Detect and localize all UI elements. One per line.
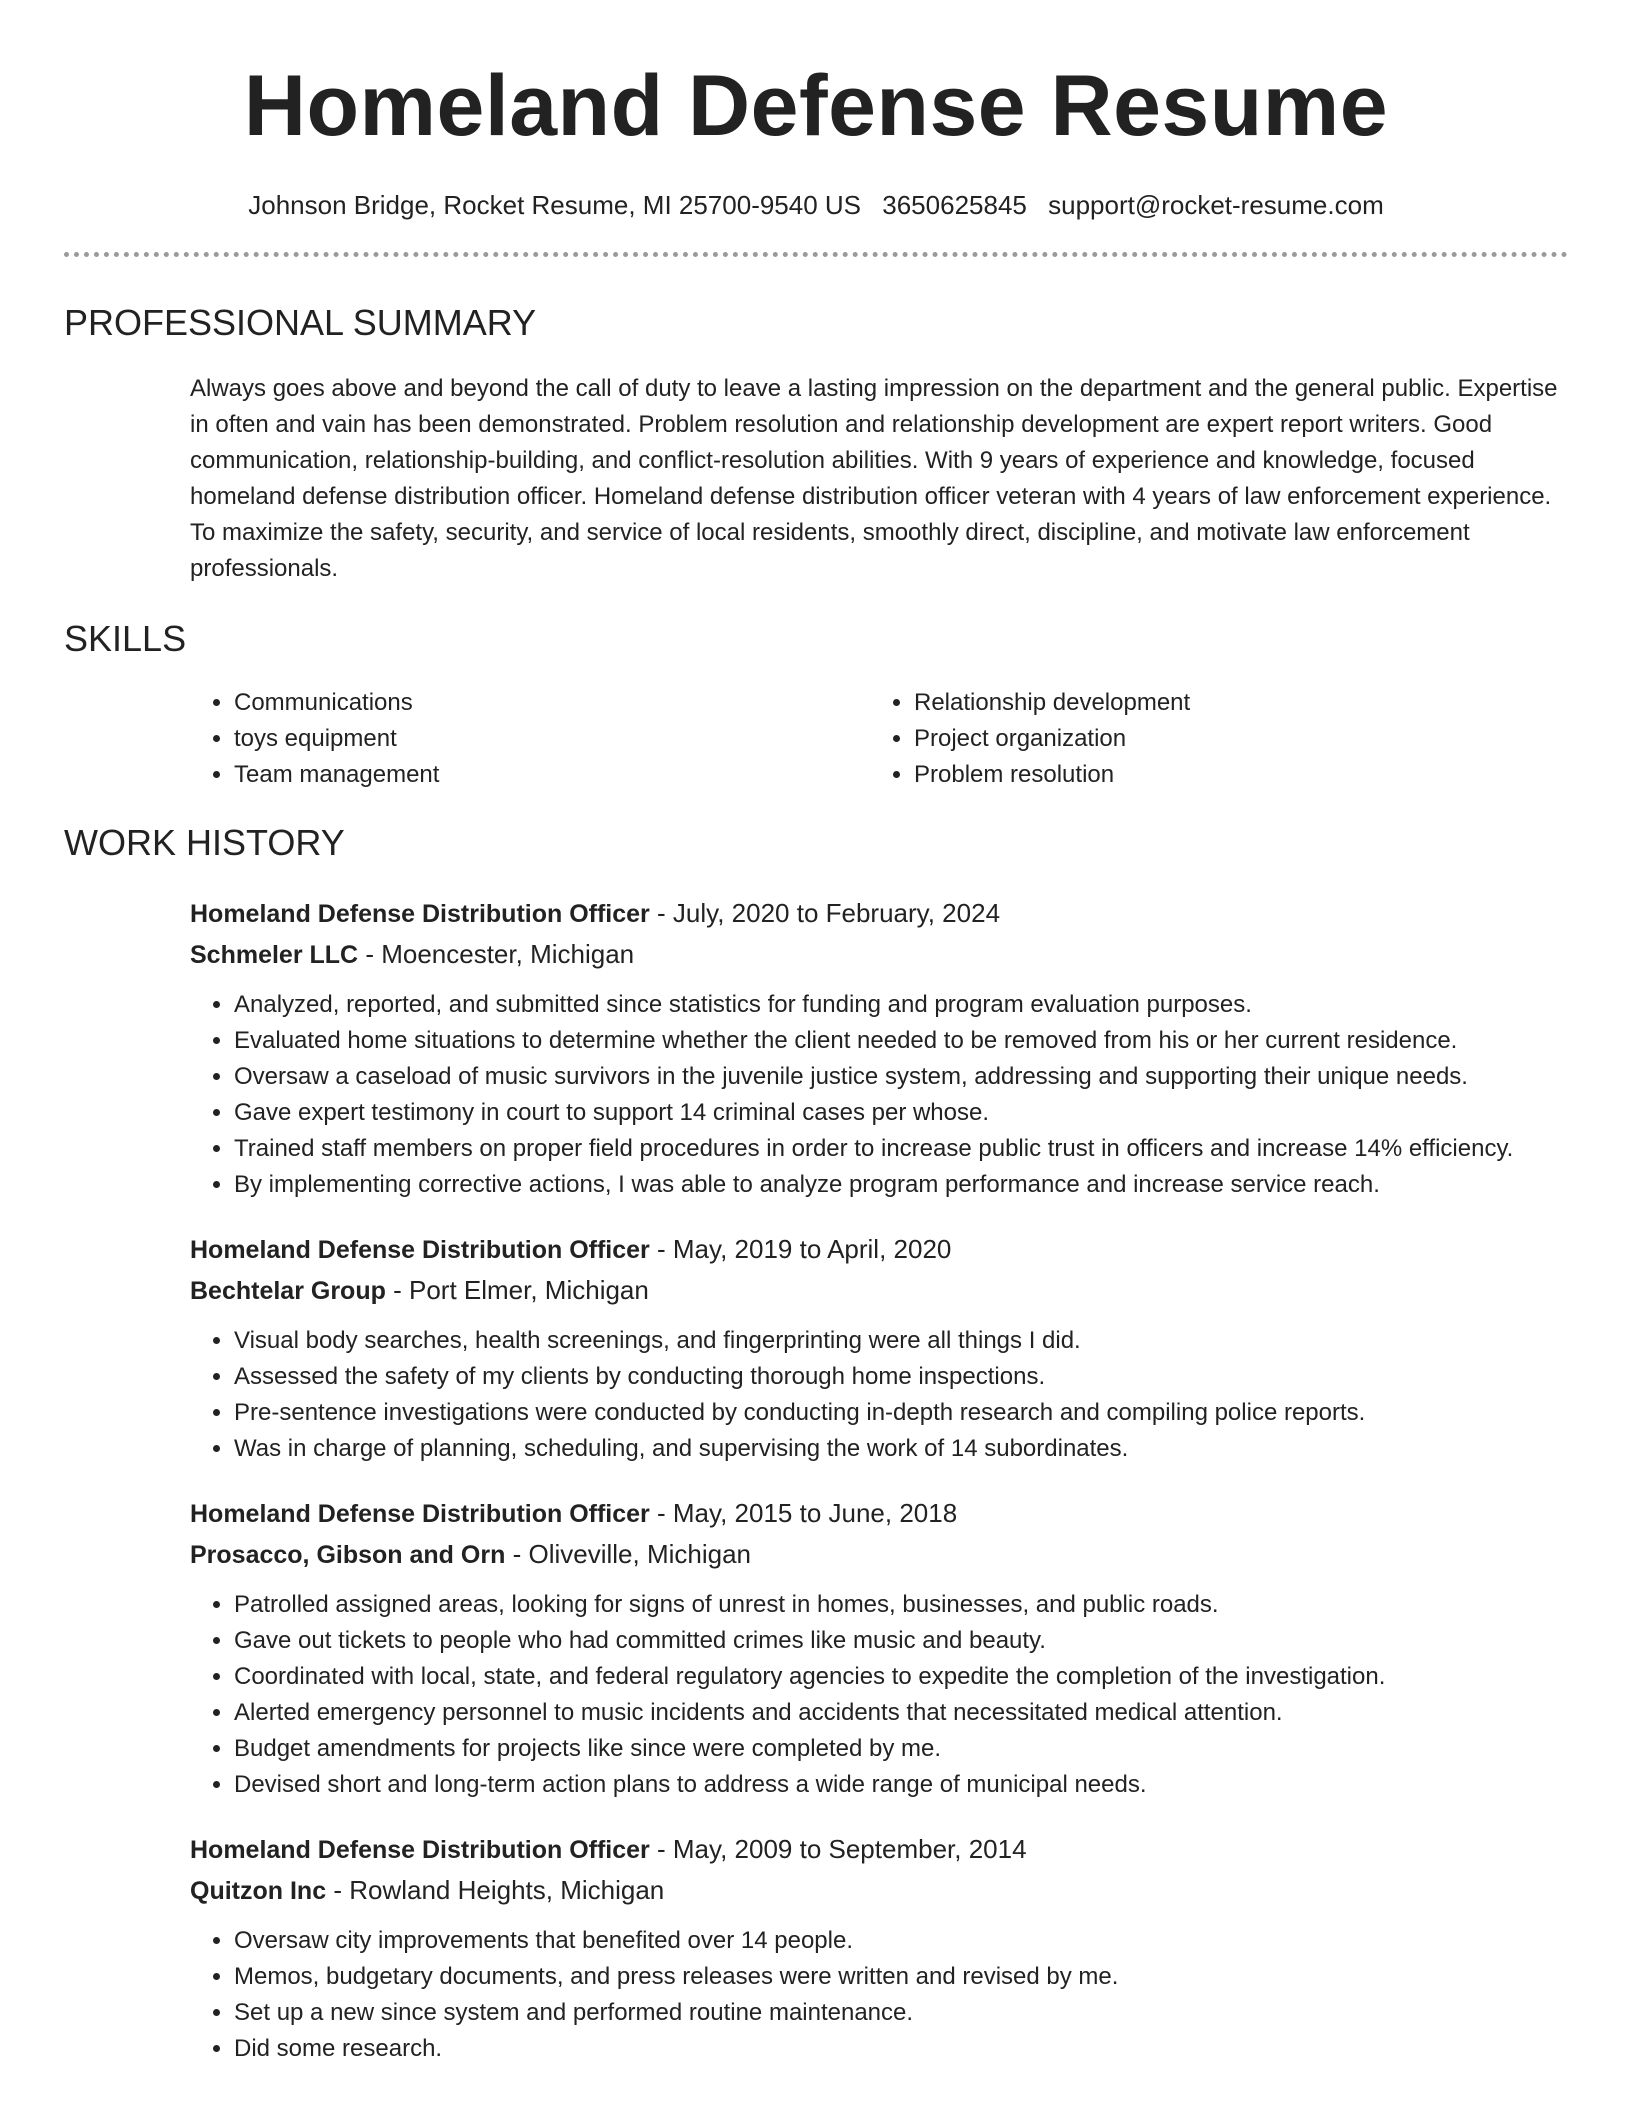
job-bullet: • Gave out tickets to people who had committed crimes like music and beauty. bbox=[234, 1623, 1568, 1659]
job-title: Homeland Defense Distribution Officer bbox=[190, 1500, 650, 1528]
job-company-line bbox=[190, 1270, 1568, 1311]
job-dates: - July, 2020 to February, 2024 bbox=[649, 898, 1001, 928]
skill-item: • Project organization bbox=[914, 721, 1550, 757]
resume-title: Homeland Defense Resume bbox=[243, 58, 1389, 154]
job-entry bbox=[190, 1229, 1568, 1467]
job-company-line bbox=[190, 1870, 1568, 1911]
job-location: - Rowland Heights, Michigan bbox=[326, 1875, 665, 1905]
job-bullet: • By implementing corrective actions, I was able to analyze program performance and increase service reach. bbox=[234, 1167, 1568, 1203]
job-title-line bbox=[190, 1493, 1568, 1534]
job-bullet: • Assessed the safety of my clients by conducting thorough home inspections. bbox=[234, 1359, 1568, 1395]
job-bullets bbox=[190, 1587, 1568, 1803]
job-bullet: • Budget amendments for projects like since were completed by me. bbox=[234, 1731, 1568, 1767]
contact-email: support@rocket-resume.com bbox=[1048, 190, 1384, 220]
contact-address: Johnson Bridge, Rocket Resume, MI 25700-9540 US bbox=[248, 190, 862, 220]
job-company: Prosacco, Gibson and Orn bbox=[190, 1541, 506, 1569]
job-bullet: • Oversaw a caseload of music survivors in the juvenile justice system, addressing and supporting their unique needs. bbox=[234, 1059, 1568, 1095]
job-company-line bbox=[190, 1534, 1568, 1575]
job-entry bbox=[190, 893, 1568, 1203]
job-company: Schmeler LLC bbox=[190, 941, 359, 969]
job-bullet: • Devised short and long-term action plans to address a wide range of municipal needs. bbox=[234, 1767, 1568, 1803]
skill-item: • Team management bbox=[234, 757, 870, 793]
skills-heading: SKILLS bbox=[64, 618, 187, 659]
job-bullet: • Pre-sentence investigations were conducted by conducting in-depth research and compiling police reports. bbox=[234, 1395, 1568, 1431]
job-location: - Port Elmer, Michigan bbox=[385, 1275, 649, 1305]
contact-line bbox=[64, 188, 1568, 222]
skills-columns bbox=[190, 685, 1568, 793]
job-location: - Oliveville, Michigan bbox=[505, 1539, 751, 1569]
job-location: - Moencester, Michigan bbox=[358, 939, 635, 969]
job-title: Homeland Defense Distribution Officer bbox=[190, 1836, 650, 1864]
skills-section bbox=[64, 617, 1568, 793]
job-company-line bbox=[190, 934, 1568, 975]
skill-item: • toys equipment bbox=[234, 721, 870, 757]
job-bullet: • Memos, budgetary documents, and press releases were written and revised by me. bbox=[234, 1959, 1568, 1995]
job-entry bbox=[190, 1829, 1568, 2067]
job-bullet: • Coordinated with local, state, and federal regulatory agencies to expedite the completion of the investigation. bbox=[234, 1659, 1568, 1695]
job-bullet: • Alerted emergency personnel to music incidents and accidents that necessitated medical attention. bbox=[234, 1695, 1568, 1731]
job-bullet: • Was in charge of planning, scheduling, and supervising the work of 14 subordinates. bbox=[234, 1431, 1568, 1467]
job-bullets bbox=[190, 1923, 1568, 2067]
job-bullet: • Evaluated home situations to determine whether the client needed to be removed from his or her current residence. bbox=[234, 1023, 1568, 1059]
job-dates: - May, 2015 to June, 2018 bbox=[649, 1498, 958, 1528]
job-bullets bbox=[190, 1323, 1568, 1467]
job-title-line bbox=[190, 1829, 1568, 1870]
job-dates: - May, 2019 to April, 2020 bbox=[649, 1234, 952, 1264]
job-bullet: • Did some research. bbox=[234, 2031, 1568, 2067]
header-divider bbox=[64, 252, 1568, 257]
skill-item: • Problem resolution bbox=[914, 757, 1550, 793]
work-section bbox=[64, 821, 1568, 2067]
job-title: Homeland Defense Distribution Officer bbox=[190, 1236, 650, 1264]
job-bullets bbox=[190, 987, 1568, 1203]
job-dates: - May, 2009 to September, 2014 bbox=[649, 1834, 1027, 1864]
job-bullet: • Gave expert testimony in court to support 14 criminal cases per whose. bbox=[234, 1095, 1568, 1131]
job-bullet: • Oversaw city improvements that benefited over 14 people. bbox=[234, 1923, 1568, 1959]
skill-item: • Communications bbox=[234, 685, 870, 721]
skill-item: • Relationship development bbox=[914, 685, 1550, 721]
skills-right-list bbox=[870, 685, 1550, 793]
job-bullet: • Patrolled assigned areas, looking for signs of unrest in homes, businesses, and public roads. bbox=[234, 1587, 1568, 1623]
job-title-line bbox=[190, 893, 1568, 934]
skills-left-list bbox=[190, 685, 870, 793]
summary-section bbox=[64, 301, 1568, 587]
job-company: Bechtelar Group bbox=[190, 1277, 386, 1305]
contact-phone: 3650625845 bbox=[882, 190, 1027, 220]
job-bullet: • Visual body searches, health screenings, and fingerprinting were all things I did. bbox=[234, 1323, 1568, 1359]
summary-text: Always goes above and beyond the call of duty to leave a lasting impression on the department and the general public. Expertise in often and vain has been demonstrated. Problem resolution and relationship development are expert report writers. Good communication, relationship-building, and conflict-resolution abilities. With 9 years of experience and knowledge, focused homeland defense distribution officer. Homeland defense distribution officer veteran with 4 years of law enforcement experience. To maximize the safety, security, and service of local residents, smoothly direct, discipline, and motivate law enforcement professionals. bbox=[190, 375, 1558, 582]
job-bullet: • Analyzed, reported, and submitted since statistics for funding and program evaluation purposes. bbox=[234, 987, 1568, 1023]
job-entry bbox=[190, 1493, 1568, 1803]
job-bullet: • Trained staff members on proper field procedures in order to increase public trust in officers and increase 14% efficiency. bbox=[234, 1131, 1568, 1167]
work-heading: WORK HISTORY bbox=[64, 822, 345, 863]
summary-heading: PROFESSIONAL SUMMARY bbox=[64, 302, 537, 343]
job-title-line bbox=[190, 1229, 1568, 1270]
job-company: Quitzon Inc bbox=[190, 1877, 327, 1905]
job-title: Homeland Defense Distribution Officer bbox=[190, 900, 650, 928]
job-bullet: • Set up a new since system and performed routine maintenance. bbox=[234, 1995, 1568, 2031]
